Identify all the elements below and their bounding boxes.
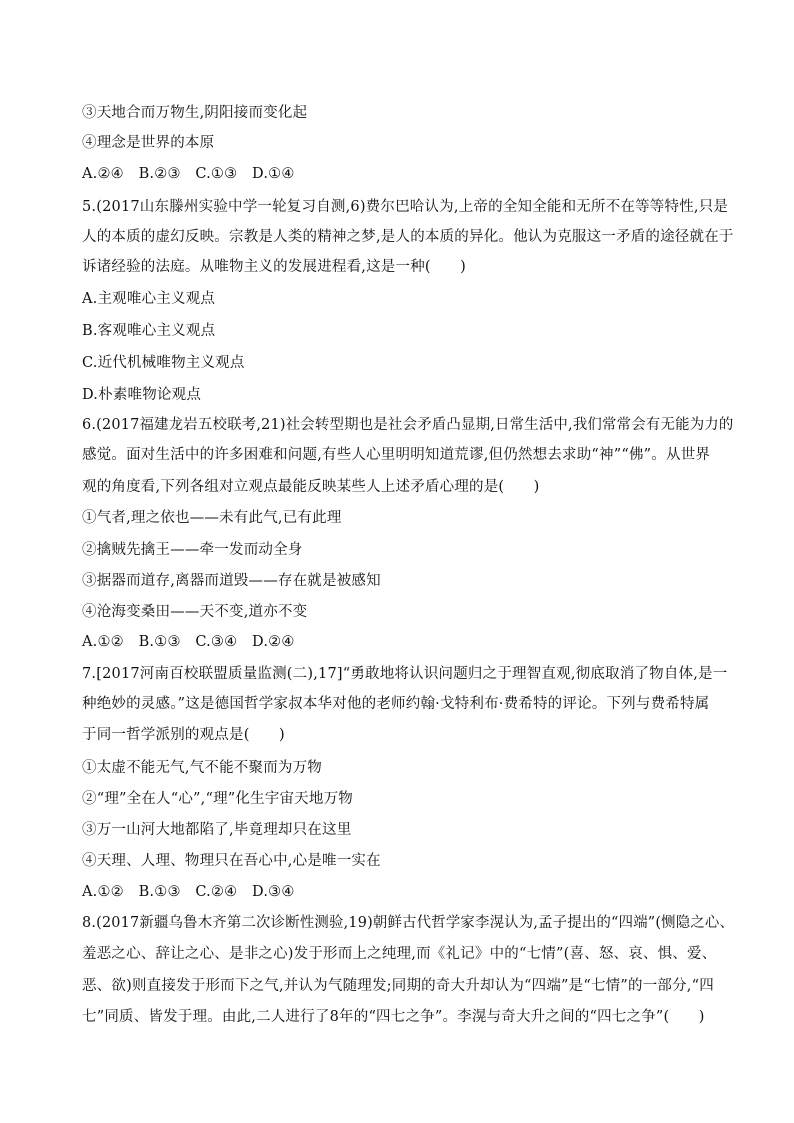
option-item: ④天理、人理、物理只在吾心中,心是唯一实在 (82, 853, 381, 869)
question-5-text: 诉诸经验的法庭。从唯物主义的发展进程看,这是一种( ) (82, 259, 467, 275)
question-8-text: 恶、欲)则直接发于形而下之气,并认为气随理发;同期的奇大升却认为“四端”是“七情”的一部分,“四 (82, 978, 714, 994)
option-item: ②擒贼先擒王——牵一发而动全身 (82, 542, 303, 558)
question-6-text: 6.(2017福建龙岩五校联考,21)社会转型期也是社会矛盾凸显期,日常生活中,我们常常会有无能为力的 (82, 417, 734, 433)
option-item: C.近代机械唯物主义观点 (82, 355, 245, 371)
option-item: B.客观唯心主义观点 (82, 323, 216, 339)
option-item: A.主观唯心主义观点 (82, 291, 216, 307)
question-8-text: 七”同质、皆发于理。由此,二人进行了8年的“四七之争”。李滉与奇大升之间的“四七之争”( ) (82, 1009, 705, 1025)
answer-choices: A.②④ B.②③ C.①③ D.①④ (82, 166, 295, 182)
option-item: D.朴素唯物论观点 (82, 387, 202, 403)
option-item: ④理念是世界的本原 (82, 135, 215, 151)
question-7-text: 7.[2017河南百校联盟质量监测(二),17]“勇敢地将认识问题归之于理智直观,彻底取消了物自体,是一 (82, 666, 728, 682)
option-item: ②“理”全在人“心”,“理”化生宇宙天地万物 (82, 791, 353, 807)
question-7-text: 种绝妙的灵感。”这是德国哲学家叔本华对他的老师约翰·戈特利布·费希特的评论。下列与费希特属 (82, 696, 710, 712)
answer-choices: A.①② B.①③ C.③④ D.②④ (82, 634, 295, 650)
option-item: ①气者,理之依也——未有此气,已有此理 (82, 510, 342, 526)
option-item: ③据器而道存,离器而道毁——存在就是被感知 (82, 573, 381, 589)
question-7-text: 于同一哲学派别的观点是( ) (82, 727, 285, 743)
question-8-text: 羞恶之心、辞让之心、是非之心)发于形而上之纯理,而《礼记》中的“七情”(喜、怒、哀、惧、爱、 (82, 946, 717, 962)
question-6-text: 观的角度看,下列各组对立观点最能反映某些人上述矛盾心理的是( ) (82, 479, 540, 495)
option-item: ④沧海变桑田——天不变,道亦不变 (82, 604, 308, 620)
option-item: ①太虚不能无气,气不能不聚而为万物 (82, 760, 323, 776)
option-item: ③万一山河大地都陷了,毕竟理却只在这里 (82, 822, 352, 838)
question-8-text: 8.(2017新疆乌鲁木齐第二次诊断性测验,19)朝鲜古代哲学家李滉认为,孟子提出的“四端”(恻隐之心、 (82, 915, 735, 931)
question-5-text: 5.(2017山东滕州实验中学一轮复习自测,6)费尔巴哈认为,上帝的全知全能和无所不在等等特性,只是 (82, 199, 729, 215)
question-5-text: 人的本质的虚幻反映。宗教是人类的精神之梦,是人的本质的异化。他认为克服这一矛盾的途径就在于 (82, 229, 734, 245)
option-item: ③天地合而万物生,阴阳接而变化起 (82, 105, 308, 121)
answer-choices: A.①② B.①③ C.②④ D.③④ (82, 884, 295, 900)
question-6-text: 感觉。面对生活中的许多困难和问题,有些人心里明明知道荒谬,但仍然想去求助“神”“佛”。从世界 (82, 447, 711, 463)
